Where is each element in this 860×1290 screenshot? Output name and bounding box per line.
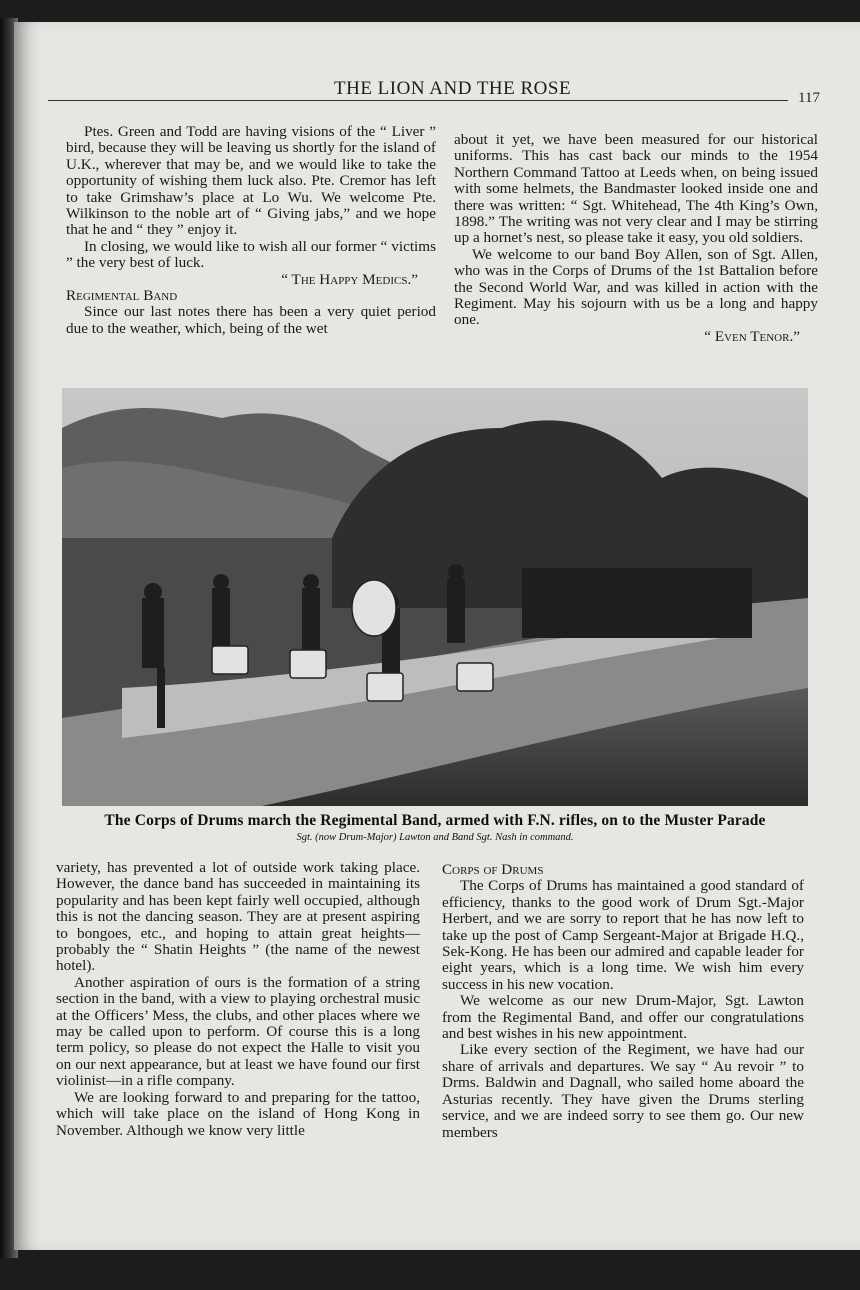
caption-credit: Sgt. (now Drum-Major) Lawton and Band Sgt. Nash in command.	[296, 832, 574, 843]
header-rule	[48, 100, 788, 101]
running-header	[48, 78, 840, 104]
band-march-photograph	[62, 388, 808, 806]
signature: “ The Happy Medics.”	[281, 270, 418, 288]
paragraph: We welcome to our band Boy Allen, son of Sgt. Allen, who was in the Corps of Drums of the 1st Battalion before the Second World War, and was killed in action with the Regiment. May his sojourn with us be a long and happy one.	[454, 245, 818, 329]
section-heading-corps-of-drums: Corps of Drums	[442, 861, 544, 878]
paragraph: We welcome as our new Drum-Major, Sgt. Lawton from the Regimental Band, and offer our congratulations and best wishes in his new appointment.	[442, 992, 804, 1043]
caption-title: The Corps of Drums march the Regimental Band, armed with F.N. rifles, on to the Muster Parade	[104, 812, 766, 829]
section-heading-regimental-band: Regimental Band	[66, 287, 178, 305]
top-left-column	[66, 124, 436, 337]
paragraph: The Corps of Drums has maintained a good standard of efficiency, thanks to the good work of Drum Sgt.-Major Herbert, and we are sorry to report that he has now left to take up the post of Camp Sergeant-Major at Brigade H.Q., Sek-Kong. He has been our admired and capable leader for eight years, which is a long time. We wish him every success in his new vocation.	[442, 877, 804, 993]
bottom-right-column	[442, 862, 804, 1141]
photo-illustration	[62, 388, 808, 806]
top-right-column	[454, 132, 818, 345]
paragraph: Another aspiration of ours is the formation of a string section in the band, with a view to playing orchestral music at the Officers’ Mess, the clubs, and other places where we may be called upon to perform. Of course this is a long term policy, so please do not expect the Halle to visit you on our next appearance, but at least we have found our first violinist—in a rifle company.	[56, 973, 420, 1090]
paragraph: Ptes. Green and Todd are having visions of the “ Liver ” bird, because they will be leaving us shortly for the island of U.K., wherever that may be, and we would like to take the opportunity of wishing them luck also. Pte. Cremor has left to take Grimshaw’s place at Lo Wu. We welcome Pte. Wilkinson to the noble art of “ Giving jabs,” and we hope that he and “ they ” enjoy it.	[66, 123, 436, 239]
page-number: 117	[798, 90, 820, 106]
magazine-title: THE LION AND THE ROSE	[334, 78, 572, 99]
signature: “ Even Tenor.”	[704, 327, 800, 345]
bottom-left-column	[56, 860, 420, 1139]
paragraph: In closing, we would like to wish all our former “ victims ” the very best of luck.	[66, 237, 436, 272]
paragraph: Since our last notes there has been a very quiet period due to the weather, which, being of the wet	[66, 303, 436, 337]
paragraph: We are looking forward to and preparing for the tattoo, which will take place on the island of Hong Kong in November. Although we know very little	[56, 1088, 420, 1139]
paragraph: Like every section of the Regiment, we have had our share of arrivals and departures. We say “ Au revoir ” to Drms. Baldwin and Dagnall, who sailed home aboard the Asturias recently. They have given the Drums sterling service, and we are indeed sorry to see them go. Our new members	[442, 1041, 804, 1141]
photo-caption	[40, 812, 830, 843]
paragraph: variety, has prevented a lot of outside work taking place. However, the dance band has succeeded in maintaining its popularity and has been kept fairly well occupied, although this is not the dancing season. They are at present aspiring to bongoes, etc., and hoping to attain great heights—probably the “ Shatin Heights ” (the name of the newest hotel).	[56, 859, 420, 975]
paragraph: about it yet, we have been measured for our historical uniforms. This has cast back our minds to the 1954 Northern Command Tattoo at Leeds when, on being issued with some helmets, the Bandmaster looked inside one and there was written: “ Sgt. Whitehead, The 4th King’s Own, 1898.” The writing was not very clear and I may be stirring up a hornet’s nest, so please take it easy, you old soldiers.	[454, 131, 818, 247]
